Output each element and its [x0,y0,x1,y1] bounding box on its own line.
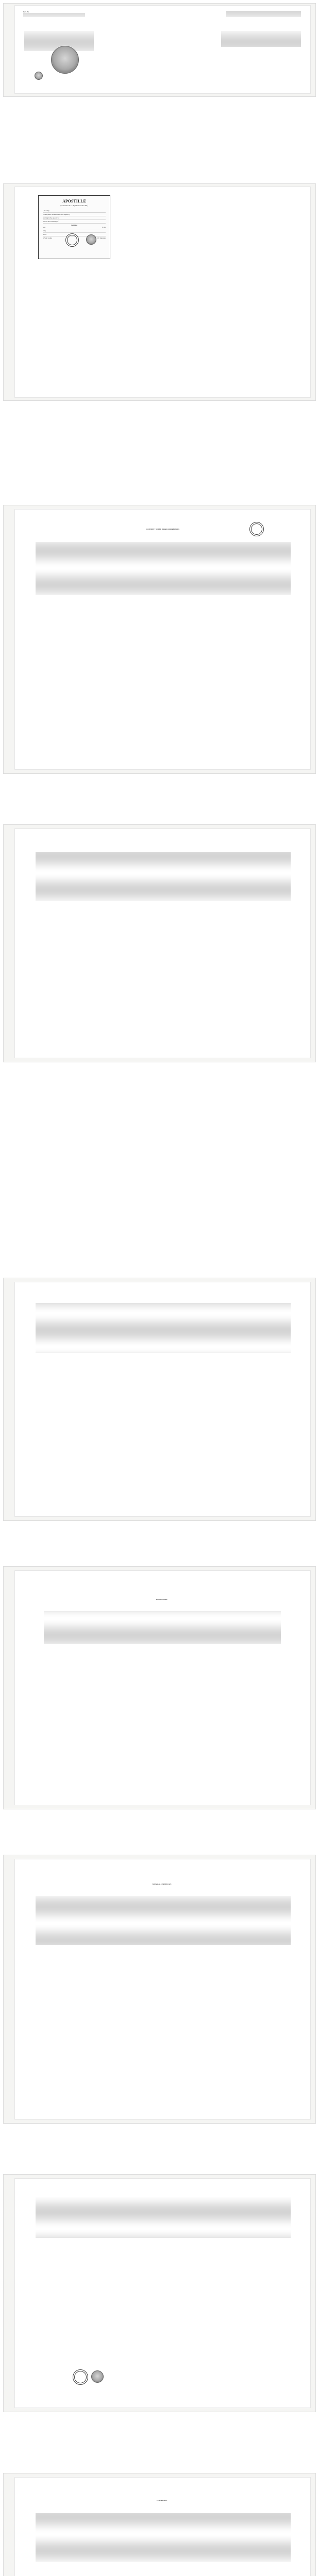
page-1-header-label: Cert. No. [23,11,29,13]
apostille-signature-label: 10. Signature [97,237,106,239]
apostille-subheading: (Convention de La Haye du 5 octobre 1961) [60,205,88,207]
page-7-text [36,1895,291,1945]
apostille-seal-stamp-label: 9. Seal / stamp [43,237,52,239]
page-8 [15,2179,310,2408]
apostille-at-label: 5. at [43,226,46,228]
page-3 [15,510,310,769]
apostille-seal-icon [86,234,96,245]
section-title-2: RESOLUTIONS [156,1599,168,1601]
section-title-4: CERTIFICATE [156,2499,168,2501]
section-title-1: STATEMENT OF THE BOARD OF DIRECTORS [145,528,180,530]
apostille-no-label: 8. No. [43,233,47,235]
section-1-text [36,541,291,596]
apostille-signed-label: 2. This public document has been signed by [43,213,70,215]
page-1-right-body [221,30,301,47]
apostille-heading: APOSTILLE [62,199,86,204]
page-8-strip [3,2174,316,2412]
page-9-strip [3,2473,316,2576]
page-6-strip [3,1566,316,1809]
page-9 [15,2478,310,2576]
small-seal-icon [35,72,43,80]
apostille-stamp-icon [65,233,79,247]
page-2-strip [3,183,316,401]
apostille-by-label: 7. by [43,230,46,232]
seal-icon [51,46,79,74]
page-1 [15,6,310,93]
apostille-country-label: 1. Country [43,210,49,212]
page-4-strip [3,824,316,1062]
apostille-certified-label: Certified [71,224,77,226]
page-6-text [44,1611,281,1645]
page-2 [15,187,310,397]
page-1-left-header [23,11,85,18]
page-3-stamp-icon [249,522,264,536]
page-7 [15,1859,310,2119]
apostille-the-label: 6. the [102,226,106,228]
page-8-stamp-icon [73,2369,88,2385]
page-7-strip [3,1855,316,2124]
page-8-text [36,2196,291,2238]
apostille-box [38,195,110,259]
apostille-capacity-label: 3. acting in the capacity of [43,217,59,219]
page-4-text [36,852,291,902]
section-title-3: NOTARIAL CERTIFICATE [152,1883,172,1885]
page-5-text [36,1303,291,1353]
apostille-seal-label: 4. bears the seal/stamp of [43,221,59,223]
page-5-strip [3,1278,316,1521]
page-9-text [36,2513,291,2563]
page-8-seal-icon [91,2370,104,2383]
page-6 [15,1571,310,1805]
page-3-strip [3,505,316,774]
page-1-strip [3,3,316,97]
page-1-right-header [226,11,301,18]
page-4 [15,829,310,1058]
page-5 [15,1282,310,1516]
